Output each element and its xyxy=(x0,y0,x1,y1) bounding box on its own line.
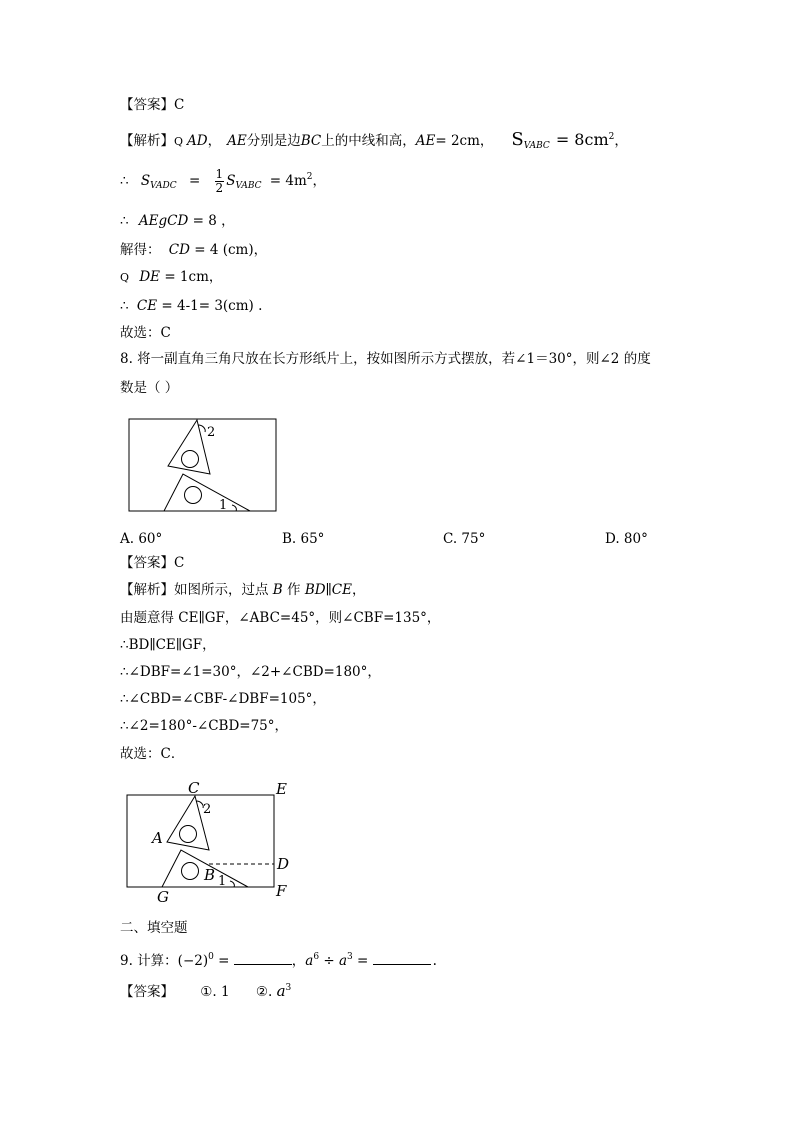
q7-choose: 故选：C xyxy=(120,325,171,341)
option-c: C. 75° xyxy=(443,531,486,547)
answer-label: 【答案】 xyxy=(120,984,174,1000)
label-g: G xyxy=(157,888,169,906)
line-end: ， xyxy=(351,582,366,598)
q9-number: 9. 计算： xyxy=(120,953,178,969)
label-1: 1 xyxy=(218,874,227,889)
because-symbol: Q xyxy=(174,135,184,148)
area-s: S xyxy=(511,129,524,150)
sol-text-mid: 作 xyxy=(282,582,305,598)
analysis-label: 【解析】 xyxy=(120,133,174,149)
q9-exp1: 0 xyxy=(208,952,214,962)
segment-ce: CE xyxy=(136,298,158,314)
q9-expr3: a xyxy=(338,953,348,969)
answer-label: 【答案】 xyxy=(120,97,174,113)
line-end: ， xyxy=(312,173,327,189)
label-2: 2 xyxy=(203,802,212,817)
parallel-relation: BD∥CE xyxy=(304,582,352,598)
q9-exp3: 3 xyxy=(347,952,353,962)
q9-expr2: a xyxy=(305,953,314,969)
rectangle-paper xyxy=(127,795,274,887)
area-value: = 8cm xyxy=(555,130,609,149)
product-symbol: g xyxy=(158,213,168,229)
label-a: A xyxy=(152,829,163,847)
area-sup: 2 xyxy=(608,132,615,142)
therefore-symbol: ∴ xyxy=(120,298,129,314)
segment-ae: AE xyxy=(227,133,247,149)
area-sub-adc: VADC xyxy=(150,181,177,191)
angle-1-label: 1 xyxy=(219,498,228,513)
q9-sep: ， xyxy=(291,953,306,969)
answer-value: C xyxy=(174,97,185,113)
answer-value: C xyxy=(174,555,185,571)
q9-exp2: 6 xyxy=(313,952,320,962)
q9-answer-1: ①. 1 xyxy=(200,984,230,1000)
label-c: C xyxy=(188,779,200,797)
segment-ae-2: AE xyxy=(415,133,436,149)
area-adc-value: = 4m xyxy=(269,173,307,189)
angle-2-label: 2 xyxy=(207,425,216,440)
area-sub-abc-2: VABC xyxy=(235,181,262,191)
label-d: D xyxy=(277,855,290,873)
q9-eq1: = xyxy=(213,953,234,969)
text-fenbie: 分别是边 xyxy=(246,133,301,149)
segment-de: DE xyxy=(139,269,161,285)
because-symbol: Q xyxy=(120,271,130,284)
section-title-fill-in: 二、填空题 xyxy=(120,920,188,936)
q9-stem xyxy=(120,948,437,970)
solve-label: 解得： xyxy=(120,242,161,258)
therefore-symbol: ∴ xyxy=(120,173,129,189)
q9-end: . xyxy=(432,953,437,969)
label-f: F xyxy=(276,882,287,900)
segment-ae-3: AE xyxy=(138,213,159,229)
q8-analysis-line5: ∴∠CBD=∠CBF-∠DBF=105°， xyxy=(120,691,326,707)
ce-value: = 4-1= 3(cm) . xyxy=(161,298,263,314)
q9-answer-2-exp: 3 xyxy=(285,983,292,993)
triangle-hole-upper xyxy=(180,826,197,843)
line-end: ， xyxy=(614,133,628,149)
label-b: B xyxy=(204,866,216,884)
angle-1-arc xyxy=(230,881,234,887)
sol-text: 如图所示，过点 xyxy=(174,582,273,598)
q9-blank-1 xyxy=(234,952,292,965)
option-b: B. 65° xyxy=(282,531,325,547)
area-s-abc: S xyxy=(226,173,236,189)
de-value: = 1cm， xyxy=(164,269,223,285)
q8-analysis-line2: 由题意得 CE∥GF，∠ABC=45°，则∠CBF=135°， xyxy=(120,610,441,626)
fraction-denominator: 2 xyxy=(215,181,224,195)
analysis-label: 【解析】 xyxy=(120,582,174,598)
q8-stem-line1: 8. 将一副直角三角尺放在长方形纸片上，按如图所示方式摆放，若∠1＝30°，则∠2 的度 xyxy=(120,351,651,367)
q9-div: ÷ xyxy=(319,953,339,969)
segment-cd-2: CD xyxy=(168,242,190,258)
q8-analysis-line3: ∴BD∥CE∥GF， xyxy=(120,637,216,653)
q8-analysis-line6: ∴∠2=180°-∠CBD=75°， xyxy=(120,718,289,734)
text-median-height: 上的中线和高， xyxy=(321,133,416,149)
q9-expr1: (−2) xyxy=(177,953,209,969)
area-sub-abc: VABC xyxy=(523,141,550,151)
product-value: = 8 ， xyxy=(192,213,235,229)
point-b: B xyxy=(272,582,283,598)
option-a: A. 60° xyxy=(120,531,163,547)
triangle-hole-lower xyxy=(182,863,199,880)
area-s-adc: S xyxy=(140,173,151,189)
q9-answer-line xyxy=(120,979,291,1001)
q8-choose: 故选：C． xyxy=(120,746,185,762)
therefore-symbol: ∴ xyxy=(120,213,129,229)
answer-label: 【答案】 xyxy=(120,555,174,571)
q9-blank-2 xyxy=(373,952,431,965)
segment-bc: BC xyxy=(300,133,322,149)
q9-answer-2: ②. xyxy=(255,984,277,1000)
option-d: D. 80° xyxy=(605,531,648,547)
q9-eq2: = xyxy=(352,953,373,969)
q8-analysis-line4: ∴∠DBF=∠1=30°，∠2+∠CBD=180°， xyxy=(120,664,381,680)
cd-value: = 4 (cm)， xyxy=(194,242,268,258)
equals: = xyxy=(188,173,201,189)
fraction-numerator: 1 xyxy=(215,167,224,181)
comma: ， xyxy=(207,133,222,149)
ae-value: = 2cm， xyxy=(435,133,494,149)
segment-ad: AD xyxy=(187,133,208,149)
q9-answer-2-base: a xyxy=(276,982,286,1000)
label-e: E xyxy=(276,780,287,798)
segment-cd: CD xyxy=(167,213,189,229)
area-adc-sup: 2 xyxy=(306,172,313,182)
q8-stem-line2: 数是（ ） xyxy=(120,380,179,396)
